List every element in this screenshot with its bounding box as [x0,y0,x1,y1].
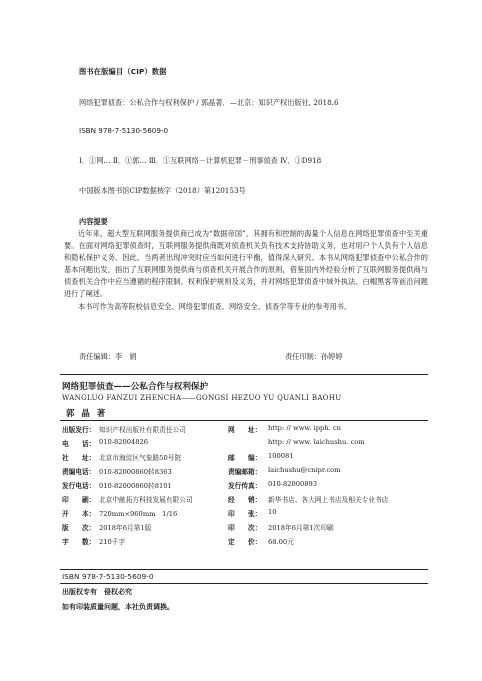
detail-value: 新华书店、各大网上书店及相关专业书店 [268,496,389,504]
detail-label: 责编电话： [62,468,96,476]
isbn-box [60,569,428,584]
cip-heading: 图书在版编目（CIP）数据 [79,67,167,76]
detail-row [62,422,428,436]
detail-value: laichushu@cnipr.com [268,466,341,474]
book-title-pinyin: WANGLUO FANZUI ZHENCHA——GONGSI HEZUO YU QUANLI BAOHU [62,394,342,402]
detail-value: 2018年6月第1版 [99,524,152,532]
detail-value: 北京市海淀区气象路50号院 [99,454,182,462]
detail-label: 定 价： [228,538,262,546]
detail-row [62,492,428,506]
isbn-number: ISBN 978-7-5130-5609-0 [62,572,154,581]
detail-label: 邮 编： [228,454,262,462]
detail-label: 经 销： [228,496,262,504]
detail-value: 010-82004826 [99,438,149,446]
publication-details [62,422,428,548]
abstract-heading: 内容提要 [79,217,108,226]
top-rule [60,374,428,375]
cip-classification-line: Ⅰ．①网… Ⅱ．①郭… Ⅲ．①互联网络－计算机犯罪－刑事侦查 Ⅳ．①D918 [79,156,322,165]
responsible-printing: 责任印制：孙婷婷 [285,352,343,361]
detail-value: http: // www. ipph. cn [268,424,341,432]
detail-label: 版 次： [62,524,96,532]
detail-value: 010-82000860转8101 [99,482,172,490]
detail-value: 2018年6月第1次印刷 [268,524,334,532]
detail-value: http: // www. laichushu. com [268,438,365,446]
detail-label: 字 数： [62,538,96,546]
detail-value: 210千字 [99,538,126,546]
detail-row [62,464,428,478]
detail-label: 印 张： [228,510,262,518]
detail-label: 印 次： [228,524,262,532]
book-author: 郭晶著 [66,408,113,418]
abstract-paragraph-1: 近年来，超大型互联网服务提供商已成为“数据帝国”，其拥有和控制的海量个人信息在网络犯罪侦查中至关重要。在面对网络犯罪侦查时，互联网服务提供商既对侦查机关负有技术支持协助义务，也对用户个人负有个人信息和隐私保护义务。因此，当两者出现冲突时应当如何进行平衡，值得深入研究。本书从网络犯罪侦查中公私合作的基本问题出发，指出了互联网服务提供商与侦查机关开展合作的原则，借鉴国内外经验分析了互联网服务提供商与侦查机关合作中应当遵循的程序限制、权利保护规则及义务，并对网络犯罪侦查中域外执法、白帽黑客等前沿问题进行了阐述。 [64,229,428,299]
detail-value: 100081 [268,452,294,460]
book-title: 网络犯罪侦查——公私合作与权利保护 [62,382,209,392]
cip-isbn-line: ISBN 978-7-5130-5609-0 [79,126,169,135]
cip-title-line: 网络犯罪侦查：公私合作与权利保护 / 郭晶著．—北京：知识产权出版社, 2018.6 [79,98,339,107]
middle-rule [60,420,428,421]
detail-row [62,450,428,464]
detail-value: 720mm×960mm 1/16 [99,510,178,518]
detail-row [62,520,428,534]
detail-value: 68.00元 [268,538,294,546]
responsible-editor: 责任编辑：李 娟 [79,352,137,361]
detail-value: 010-82000860转8363 [99,468,172,476]
detail-label: 发行传真： [228,482,262,490]
detail-row [62,506,428,520]
detail-label: 发行电话： [62,482,96,490]
detail-row [62,534,428,548]
detail-label: 印 刷： [62,496,96,504]
detail-label: 开 本： [62,510,96,518]
abstract-text [64,228,428,313]
abstract-paragraph-2: 本书可作为高等院校信息安全、网络犯罪侦查、网络安全、侦查学等专业的参考用书。 [78,301,352,311]
detail-label: 电 话： [62,440,96,448]
detail-value: 知识产权出版社有限责任公司 [99,426,186,434]
detail-value: 北京中献拓方科技发展有限公司 [99,496,193,504]
cip-data-number-line: 中国版本图书馆CIP数据核字（2018）第120153号 [79,186,246,195]
detail-row [62,478,428,492]
detail-label: 出版发行： [62,426,96,434]
detail-label: 社 址： [62,454,96,462]
detail-label: 网 址： [228,426,262,434]
detail-row [62,436,428,450]
copyright-notice: 出版权专有 侵权必究 [62,588,132,596]
detail-label: 责编邮箱： [228,468,262,476]
detail-value: 010-82000893 [268,480,318,488]
quality-notice: 如有印装质量问题，本社负责调换。 [62,603,174,611]
detail-value: 10 [268,508,277,516]
